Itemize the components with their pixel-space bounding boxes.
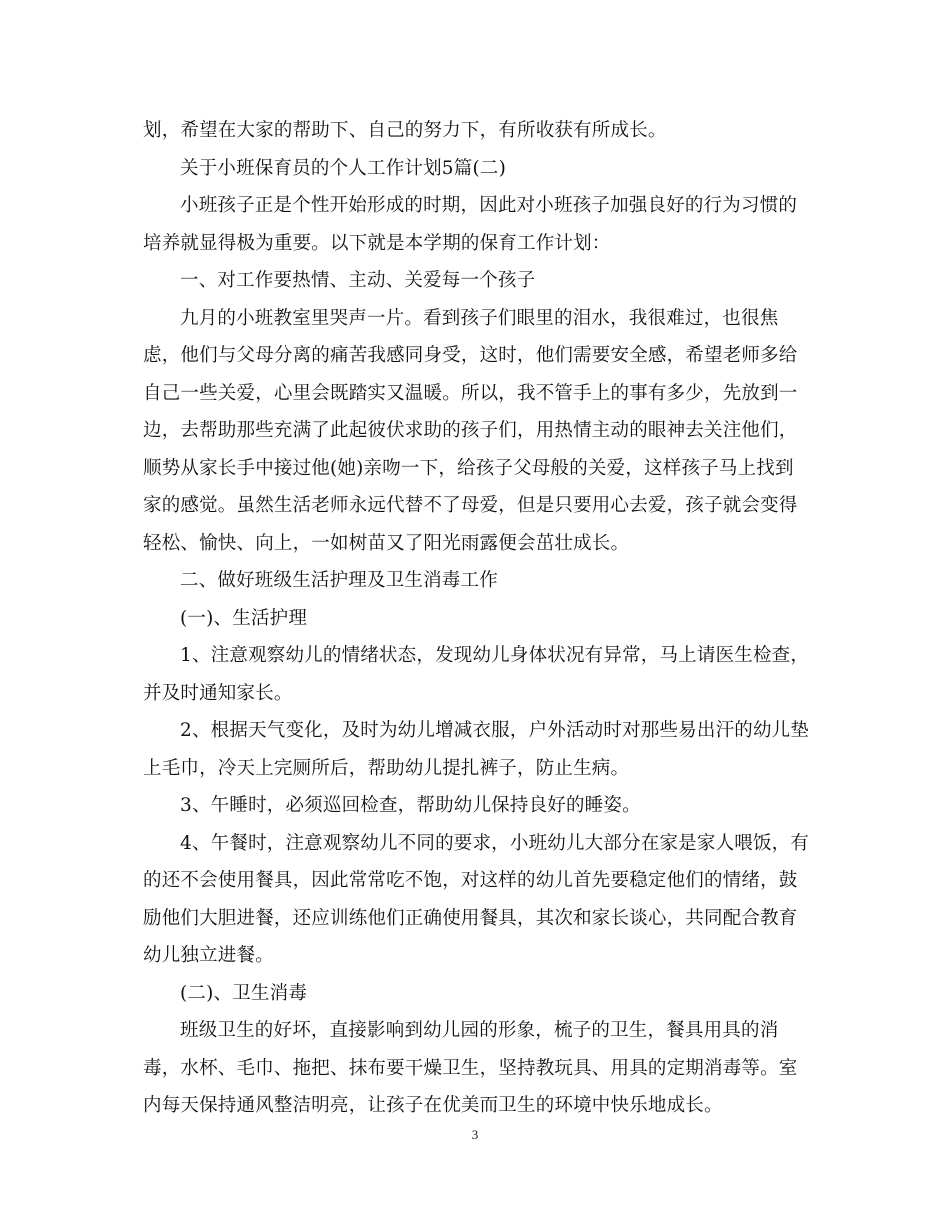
text-line: 小班孩子正是个性开始形成的时期，因此对小班孩子加强良好的行为习惯的 [180,195,798,216]
text-line: (二)、卫生消毒 [180,982,308,1004]
text-line: 励他们大胆进餐，还应训练他们正确使用餐具，其次和家长谈心，共同配合教育 [143,907,798,929]
text-line: 一、对工作要热情、主动、关爱每一个孩子 [180,270,536,291]
text-line: 九月的小班教室里哭声一片。看到孩子们眼里的泪水，我很难过，也很焦 [180,307,779,329]
text-line: (一)、生活护理 [180,607,308,629]
text-line: 2、根据天气变化，及时为幼儿增减衣服，户外活动时对那些易出汗的幼儿垫 [180,720,810,741]
text-line: 毒，水杯、毛巾、拖把、抹布要干燥卫生，坚持教玩具、用具的定期消毒等。室 [143,1057,798,1079]
text-line: 关于小班保育员的个人工作计划5篇(二) [180,157,507,179]
body-text [143,112,810,1125]
text-line: 的还不会使用餐具，因此常常吃不饱，对这样的幼儿首先要稳定他们的情绪，鼓 [143,870,798,891]
text-line: 轻松、愉快、向上，一如树苗又了阳光雨露便会茁壮成长。 [143,532,630,554]
page-number: 3 [471,1127,479,1142]
text-line: 并及时通知家长。 [143,682,293,704]
text-line: 4、午餐时，注意观察幼儿不同的要求，小班幼儿大部分在家是家人喂饭，有 [180,832,810,854]
text-line: 划，希望在大家的帮助下、自己的努力下，有所收获有所成长。 [143,120,667,141]
text-line: 自己一些关爱，心里会既踏实又温暖。所以，我不管手上的事有多少，先放到一 [143,382,798,404]
text-line: 顺势从家长手中接过他(她)亲吻一下，给孩子父母般的关爱，这样孩子马上找到 [143,457,794,479]
text-line: 边，去帮助那些充满了此起彼伏求助的孩子们，用热情主动的眼神去关注他们， [143,420,798,441]
text-line: 二、做好班级生活护理及卫生消毒工作 [180,570,498,591]
text-line: 3、午睡时，必须巡回检查，帮助幼儿保持良好的睡姿。 [180,795,641,816]
text-line: 上毛巾，冷天上完厕所后，帮助幼儿提扎裤子，防止生病。 [143,757,630,779]
text-line: 幼儿独立进餐。 [143,945,274,966]
text-line: 培养就显得极为重要。以下就是本学期的保育工作计划： [143,232,611,254]
text-line: 内每天保持通风整洁明亮，让孩子在优美而卫生的环境中快乐地成长。 [143,1095,723,1116]
text-line: 虑，他们与父母分离的痛苦我感同身受，这时，他们需要安全感，希望老师多给 [143,345,798,366]
text-line: 1、注意观察幼儿的情绪状态，发现幼儿身体状况有异常，马上请医生检查， [180,645,810,666]
text-line: 班级卫生的好坏，直接影响到幼儿园的形象，梳子的卫生，餐具用具的消 [180,1020,779,1041]
text-line: 家的感觉。虽然生活老师永远代替不了母爱，但是只要用心去爱，孩子就会变得 [143,495,798,516]
